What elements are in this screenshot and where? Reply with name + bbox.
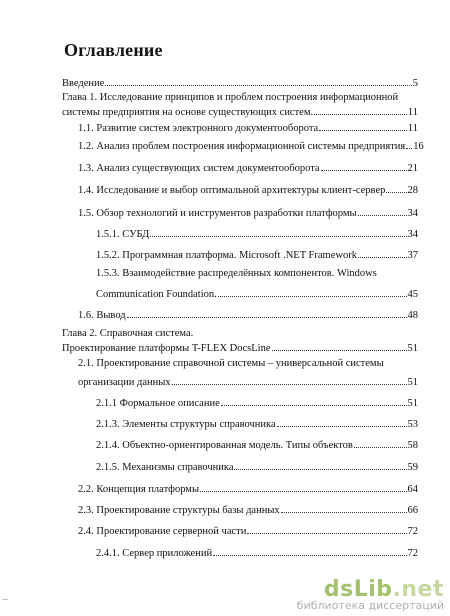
toc-entry-1-2[interactable] xyxy=(78,139,424,153)
leader-dots xyxy=(247,524,406,534)
toc-entry-label: 1.6. Вывод xyxy=(78,310,126,321)
toc-entry-label: Проектирование платформы T-FLEX DocsLine xyxy=(62,343,271,354)
page-title: Оглавление xyxy=(64,40,163,60)
leader-dots xyxy=(150,227,406,237)
leader-dots xyxy=(319,121,407,131)
toc-page-number: 58 xyxy=(407,440,418,451)
leader-dots xyxy=(105,76,411,86)
leader-dots xyxy=(314,105,407,115)
leader-dots xyxy=(281,503,407,513)
toc-entry-chapter-1-line-1[interactable]: Глава 1. Исследование принципов и проблем построения информационной xyxy=(62,92,399,103)
leader-dots xyxy=(321,161,407,171)
toc-entry-label: 2.1.5. Механизмы справочника xyxy=(96,462,234,473)
toc-page-number: 64 xyxy=(407,484,418,495)
toc-entry-label: 1.4. Исследование и выбор оптимальной архитектуры клиент-сервер xyxy=(78,185,386,196)
scan-mark xyxy=(2,599,8,600)
toc-entry-label: организации данных xyxy=(78,377,171,388)
toc-entry-1-3[interactable] xyxy=(78,161,418,175)
toc-entry-2-1[interactable] xyxy=(78,375,418,389)
toc-entry-label: Введение xyxy=(62,78,105,89)
toc-page-number: 72 xyxy=(407,526,418,537)
toc-entry-label: 1.5.1. СУБД xyxy=(96,229,150,240)
toc-entry-label: 1.2. Анализ проблем построения информационной системы предприятия xyxy=(78,141,406,152)
toc-page-number: 59 xyxy=(407,462,418,473)
toc-entry-label: 2.2. Концепция платформы xyxy=(78,484,199,495)
toc-entry-2-1-line-1[interactable]: 2.1. Проектирование справочной системы – универсальной системы xyxy=(78,358,384,369)
watermark-logo-main: dsLib xyxy=(323,577,393,602)
toc-page-number: 21 xyxy=(407,163,418,174)
toc-page-number: 51 xyxy=(407,377,418,388)
toc-entry-2-3[interactable] xyxy=(78,503,418,517)
toc-page-number: 34 xyxy=(407,208,418,219)
toc-page-number: 51 xyxy=(407,398,418,409)
toc-entry-label: Communication Foundation. xyxy=(96,289,217,300)
leader-dots xyxy=(234,460,406,470)
toc-entry-1-5-3[interactable] xyxy=(96,287,418,301)
toc-entry-2-1-5[interactable] xyxy=(96,460,418,474)
leader-dots xyxy=(200,482,407,492)
leader-dots xyxy=(218,287,407,297)
toc-entry-2-4-1[interactable] xyxy=(96,546,418,560)
leader-dots xyxy=(386,183,406,193)
toc-entry-label: 2.1.4. Объектно-ориентированная модель. Типы объектов xyxy=(96,440,353,451)
toc-entry-label: системы предприятия на основе существующих систем. xyxy=(62,107,314,118)
toc-entry-1-1[interactable] xyxy=(78,121,418,135)
toc-entry-2-4[interactable] xyxy=(78,524,418,538)
leader-dots xyxy=(358,206,407,216)
leader-dots xyxy=(406,139,412,149)
toc-entry-1-4[interactable] xyxy=(78,183,418,197)
toc-page-number: 34 xyxy=(407,229,418,240)
toc-page-number: 11 xyxy=(407,123,418,134)
toc-page-number: 16 xyxy=(413,141,424,152)
toc-page-number: 45 xyxy=(407,289,418,300)
leader-dots xyxy=(127,308,407,318)
leader-dots xyxy=(358,248,407,258)
toc-entry-chapter-2-line-1[interactable]: Глава 2. Справочная система. xyxy=(62,328,194,339)
toc-entry-1-5-3-line-1[interactable]: 1.5.3. Взаимодействие распределённых компонентов. Windows xyxy=(96,268,377,279)
toc-entry-label: 1.5.2. Программная платформа. Microsoft .NET Framework xyxy=(96,250,357,261)
toc-entry-1-6[interactable] xyxy=(78,308,418,322)
watermark-logo-tld: .net xyxy=(392,577,444,602)
toc-entry-1-5[interactable] xyxy=(78,206,418,220)
toc-page-number: 53 xyxy=(407,419,418,430)
toc-entry-chapter-1[interactable] xyxy=(62,105,418,119)
toc-entry-1-5-2[interactable] xyxy=(96,248,418,262)
toc-entry-2-1-4[interactable] xyxy=(96,438,418,452)
toc-entry-label: 2.4.1. Сервер приложений xyxy=(96,548,213,559)
toc-page-number: 66 xyxy=(407,505,418,516)
toc-entry-introduction[interactable] xyxy=(62,76,418,90)
toc-entry-2-1-3[interactable] xyxy=(96,417,418,431)
leader-dots xyxy=(354,438,407,448)
toc-page-number: 5 xyxy=(412,78,418,89)
leader-dots xyxy=(277,417,407,427)
toc-entry-label: 1.3. Анализ существующих систем документооборота xyxy=(78,163,320,174)
toc-page-number: 51 xyxy=(407,343,418,354)
toc-entry-label: 2.1.3. Элементы структуры справочника xyxy=(96,419,276,430)
toc-page-number: 37 xyxy=(407,250,418,261)
leader-dots xyxy=(172,375,407,385)
leader-dots xyxy=(221,396,407,406)
toc-page-number: 28 xyxy=(407,185,418,196)
watermark-logo xyxy=(297,577,444,602)
toc-entry-2-2[interactable] xyxy=(78,482,418,496)
toc-entry-2-1-1[interactable] xyxy=(96,396,418,410)
toc-page-number: 11 xyxy=(407,107,418,118)
toc-entry-label: 2.1.1 Формальное описание xyxy=(96,398,220,409)
leader-dots xyxy=(213,546,406,556)
toc-entry-label: 1.5. Обзор технологий и инструментов разработки платформы xyxy=(78,208,357,219)
toc-entry-label: 1.1. Развитие систем электронного документооборота xyxy=(78,123,319,134)
toc-entry-label: 2.4. Проектирование серверной части xyxy=(78,526,247,537)
watermark-subtitle: библиотека диссертаций xyxy=(296,599,444,612)
toc-page-number: 72 xyxy=(407,548,418,559)
leader-dots xyxy=(272,341,407,351)
toc-page-number: 48 xyxy=(407,310,418,321)
watermark xyxy=(297,577,444,612)
toc-entry-chapter-2[interactable] xyxy=(62,341,418,355)
toc-entry-label: 2.3. Проектирование структуры базы данных xyxy=(78,505,280,516)
toc-entry-1-5-1[interactable] xyxy=(96,227,418,241)
